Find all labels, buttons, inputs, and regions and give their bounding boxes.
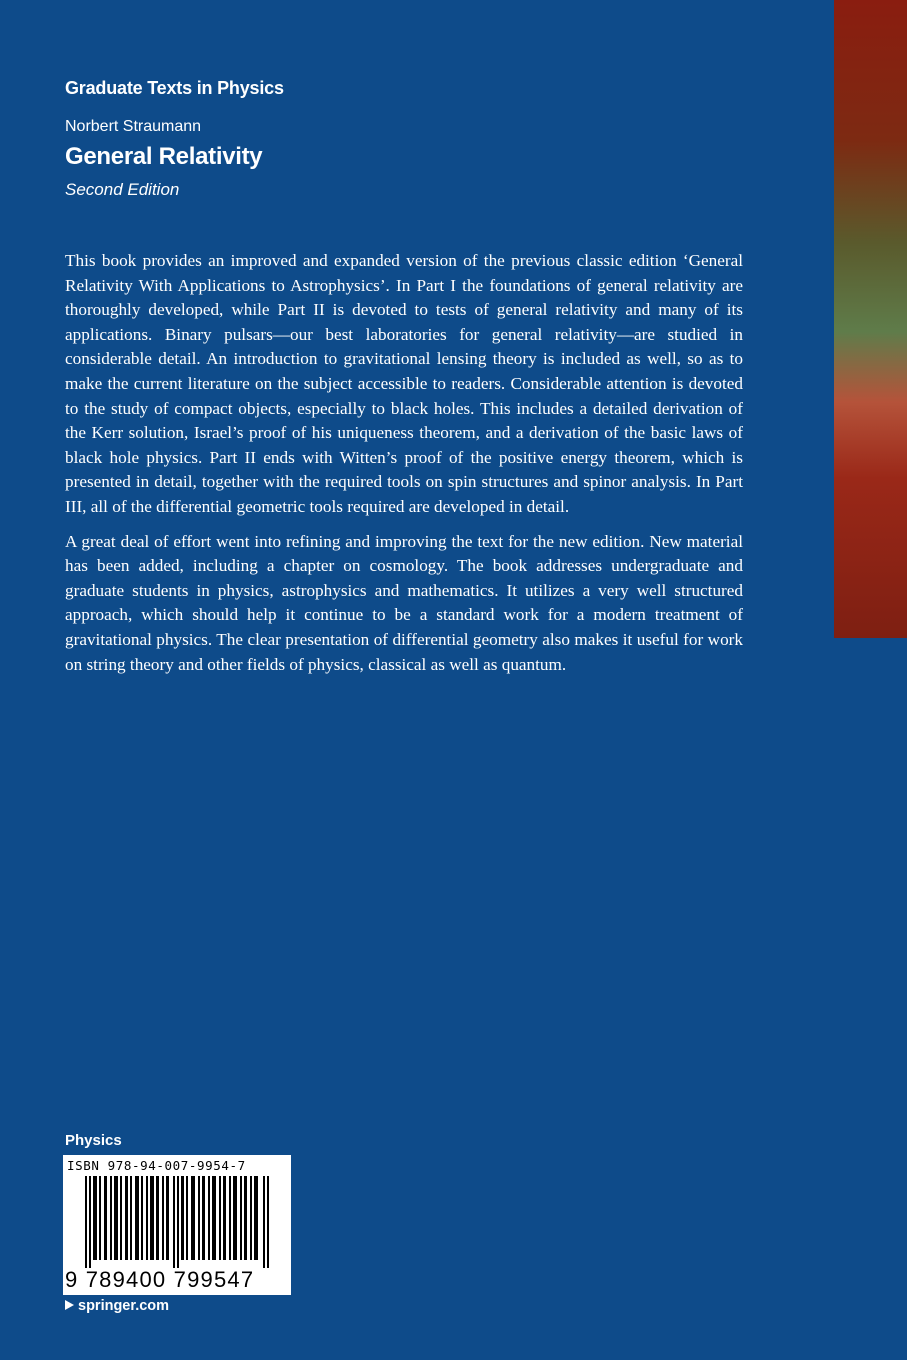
subject-category: Physics <box>65 1132 122 1149</box>
publisher-url: springer.com <box>78 1298 170 1314</box>
blurb-text <box>65 249 743 687</box>
book-title: General Relativity <box>65 143 263 170</box>
blurb-paragraph: A great deal of effort went into refining and improving the text for the new edition. New material has been added, including a chapter on cosmology. The book addresses undergraduate and graduate students in physics, astrophysics and mathematics. It utilizes a very well structured approach, which should help it continue to be a standard work for a modern treatment of gravitational physics. The clear presentation of differential geometry also makes it useful for work on string theory and other fields of physics, classical as well as quantum. <box>65 531 743 674</box>
barcode-bars <box>85 1176 269 1268</box>
arrow-right-icon <box>65 1300 74 1310</box>
ean-digits: 9 789400 799547 <box>65 1267 255 1292</box>
cover-edge <box>834 638 907 1360</box>
cover-art-strip <box>834 0 907 638</box>
barcode <box>63 1155 291 1295</box>
blurb-paragraph: This book provides an improved and expanded version of the previous classic edition ‘General Relativity With Applications to Astrophysics’. In Part I the foundations of general relativity are thoroughly developed, while Part II is devoted to tests of general relativity and many of its applications. Binary pulsars—our best laboratories for general relativity—are studied in considerable detail. An introduction to gravitational lensing theory is included as well, so as to make the current literature on the subject accessible to readers. Considerable attention is devoted to the study of compact objects, especially to black holes. This includes a detailed derivation of the Kerr solution, Israel’s proof of his uniqueness theorem, and a derivation of the basic laws of black hole physics. Part II ends with Witten’s proof of the positive energy theorem, which is presented in detail, together with the required tools on spin structures and spinor analysis. In Part III, all of the differential geometric tools required are developed in detail. <box>65 251 743 516</box>
publisher-link[interactable] <box>65 1298 169 1314</box>
edition-label: Second Edition <box>65 180 180 199</box>
author-name: Norbert Straumann <box>65 118 202 135</box>
isbn-number: ISBN 978-94-007-9954-7 <box>67 1158 246 1173</box>
series-name: Graduate Texts in Physics <box>65 78 284 98</box>
